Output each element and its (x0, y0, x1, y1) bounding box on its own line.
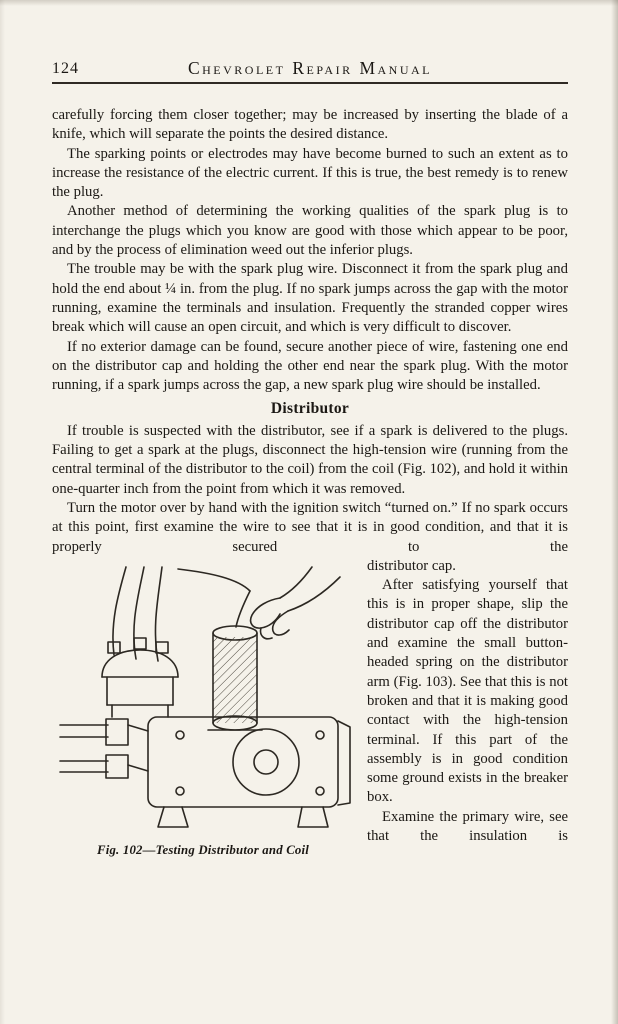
paragraph-turn-motor: Turn the motor over by hand with the ignition switch “turned on.” If no spark occurs at this point, first examine the wire to see that it is in good condition, and that it is properly secured to the (52, 499, 568, 555)
figure-text-wrap-section (52, 557, 568, 860)
paragraph-sparking-points: The sparking points or electrodes may have become burned to such an extent as to increase the resistance of the electric current. If this is true, the best remedy is to renew the plug. (52, 145, 568, 201)
paragraph-points-distance: carefully forcing them closer together; may be increased by inserting the blade of a knife, which will separate the points the desired distance. (52, 107, 568, 143)
paragraph-distributor-trouble: If trouble is suspected with the distributor, see if a spark is delivered to the plugs. Failing to get a spark at the plugs, disconnect the high-tension wire (running from the central terminal of the distributor to the coil) from the coil (Fig. 102), and hold it within one-quarter inch from the point from which it was removed. (52, 422, 568, 497)
paragraph-turn-motor-continued: distributor cap. (367, 557, 456, 574)
distributor-coil-illustration (52, 565, 354, 833)
paragraph-interchange-plugs: Another method of determining the working qualities of the spark plug is to interchange the plugs which you know are good with those which appear to be poor, and by the process of elimination weed out the inferior plugs. (52, 203, 568, 259)
figure-caption: Fig. 102—Testing Distributor and Coil (96, 842, 310, 857)
paragraph-after-satisfying: After satisfying yourself that this is in proper shape, slip the distributor cap off the distributor and examine the small button-headed spring on the distributor arm (Fig. 103). See that this is not broken and that it is making good contact with the high-tension terminal. If this part of the assembly is in good condition some ground exists in the breaker box. (367, 577, 568, 806)
figure-102 (52, 565, 354, 860)
paragraph-exterior-damage: If no exterior damage can be found, secure another piece of wire, fastening one end on the distributor cap and holding the other end near the spark plug. With the motor running, if a spark jumps across the gap, a new spark plug wire should be installed. (52, 338, 568, 394)
page-body (52, 106, 568, 860)
page-number: 124 (52, 60, 79, 77)
paragraph-examine-primary-wire: Examine the primary wire, see that the insulation is (367, 808, 568, 844)
page-header (52, 58, 568, 84)
paragraph-spark-plug-wire: The trouble may be with the spark plug wire. Disconnect it from the spark plug and hold the end about ¼ in. from the plug. If no spark jumps across the gap with the motor running, examine the terminals and insulation. Frequently the stranded copper wires break which will cause an open circuit, and which is very difficult to discover. (52, 261, 568, 336)
section-heading-distributor: Distributor (270, 400, 350, 418)
header-title: Chevrolet Repair Manual (187, 58, 433, 78)
